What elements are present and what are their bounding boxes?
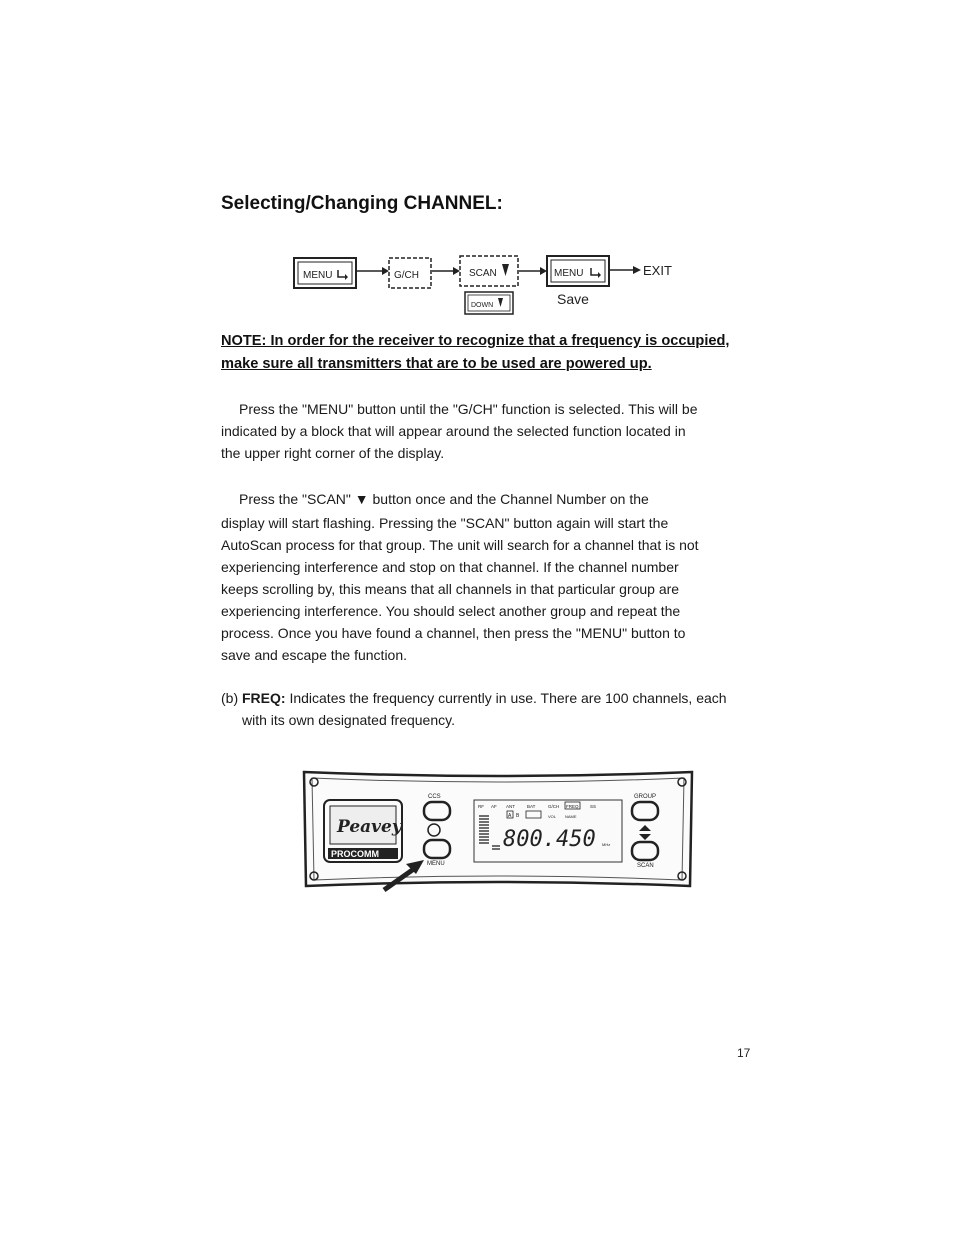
paragraph-line: process. Once you have found a channel, then press the "MENU" button to (221, 625, 686, 641)
down-triangle-icon (498, 298, 503, 307)
arrow-right-icon (610, 266, 641, 274)
note-line: make sure all transmitters that are to be used are powered up. (221, 356, 652, 372)
peavey-logo (324, 800, 403, 862)
lcd-mhz-label: MHz (602, 842, 611, 847)
paragraph-line (221, 687, 741, 709)
paragraph-line: Press the "MENU" button until the "G/CH" function is selected. This will be (239, 401, 698, 417)
receiver-front-panel (300, 764, 696, 904)
paragraph-freq (221, 687, 741, 731)
paragraph-line: save and escape the function. (221, 647, 408, 663)
down-label: DOWN (471, 302, 494, 309)
scan-box (460, 256, 518, 286)
note-block (221, 330, 761, 376)
gch-box (389, 258, 431, 288)
freq-prefix: (b) (221, 690, 242, 706)
menu-button-diagram (294, 258, 356, 288)
paragraph-line: keeps scrolling by, this means that all channels in that particular group are (221, 581, 680, 597)
arrow-right-icon (519, 267, 547, 275)
freq-text: Indicates the frequency currently in use. There are 100 channels, each (285, 690, 727, 706)
exit-label: EXIT (643, 263, 672, 278)
paragraph-line: AutoScan process for that group. The unit will search for a channel that is not (221, 537, 699, 553)
ccs-label: CCS (428, 794, 441, 800)
note-line: NOTE: In order for the receiver to recognize that a frequency is occupied, (221, 333, 730, 349)
menu-flow-diagram (290, 248, 680, 320)
scan-label: SCAN (469, 268, 497, 279)
arrow-right-icon (357, 267, 389, 275)
menu-label-2: MENU (554, 268, 584, 279)
brand-text: PROCOMM (331, 849, 379, 859)
menu-save-button-diagram (547, 256, 609, 286)
lcd-rf-label: RF (478, 804, 484, 809)
paragraph-line: experiencing interference and stop on that channel. If the channel number (221, 559, 679, 575)
down-button-diagram (465, 292, 513, 314)
gch-label: G/CH (394, 270, 419, 281)
paragraph-line: display will start flashing. Pressing the "SCAN" button again will start the (221, 515, 669, 531)
freq-term: FREQ: (242, 690, 286, 706)
paragraph-line: with its own designated frequency. (242, 712, 455, 728)
lcd-freq-label: FREQ (566, 804, 579, 809)
arrow-right-icon (432, 267, 460, 275)
scan-label: SCAN (637, 863, 654, 869)
lcd-af-label: AF (491, 804, 497, 809)
lcd-bat-label: BAT (527, 804, 536, 809)
menu-label-1: MENU (303, 270, 333, 281)
page-number: 17 (737, 1046, 751, 1060)
lcd-vol-label: VOL (548, 814, 557, 819)
paragraph-line: indicated by a block that will appear around the selected function located in (221, 423, 686, 439)
frequency-readout: 800.450 (503, 827, 596, 852)
logo-text: Peavey (337, 817, 402, 837)
lcd-b-label: B (516, 813, 520, 819)
paragraph-line: Press the "SCAN" ▼ button once and the Channel Number on the (239, 491, 649, 507)
paragraph-scan (221, 488, 741, 666)
lcd-a-label: A (508, 813, 512, 819)
down-triangle-icon (502, 264, 509, 276)
section-heading: Selecting/Changing CHANNEL: (221, 193, 503, 214)
menu-label: MENU (427, 861, 445, 867)
paragraph-line: the upper right corner of the display. (221, 445, 445, 461)
group-label: GROUP (634, 794, 657, 800)
lcd-ss-label: SS (590, 804, 597, 809)
save-label: Save (557, 291, 589, 307)
lcd-display (474, 800, 622, 862)
lcd-name-label: NAME (565, 814, 577, 819)
paragraph-line: experiencing interference. You should select another group and repeat the (221, 603, 681, 619)
lcd-gch-label: G/CH (548, 804, 560, 809)
paragraph-gch (221, 398, 741, 464)
lcd-ant-label: ANT (506, 804, 515, 809)
